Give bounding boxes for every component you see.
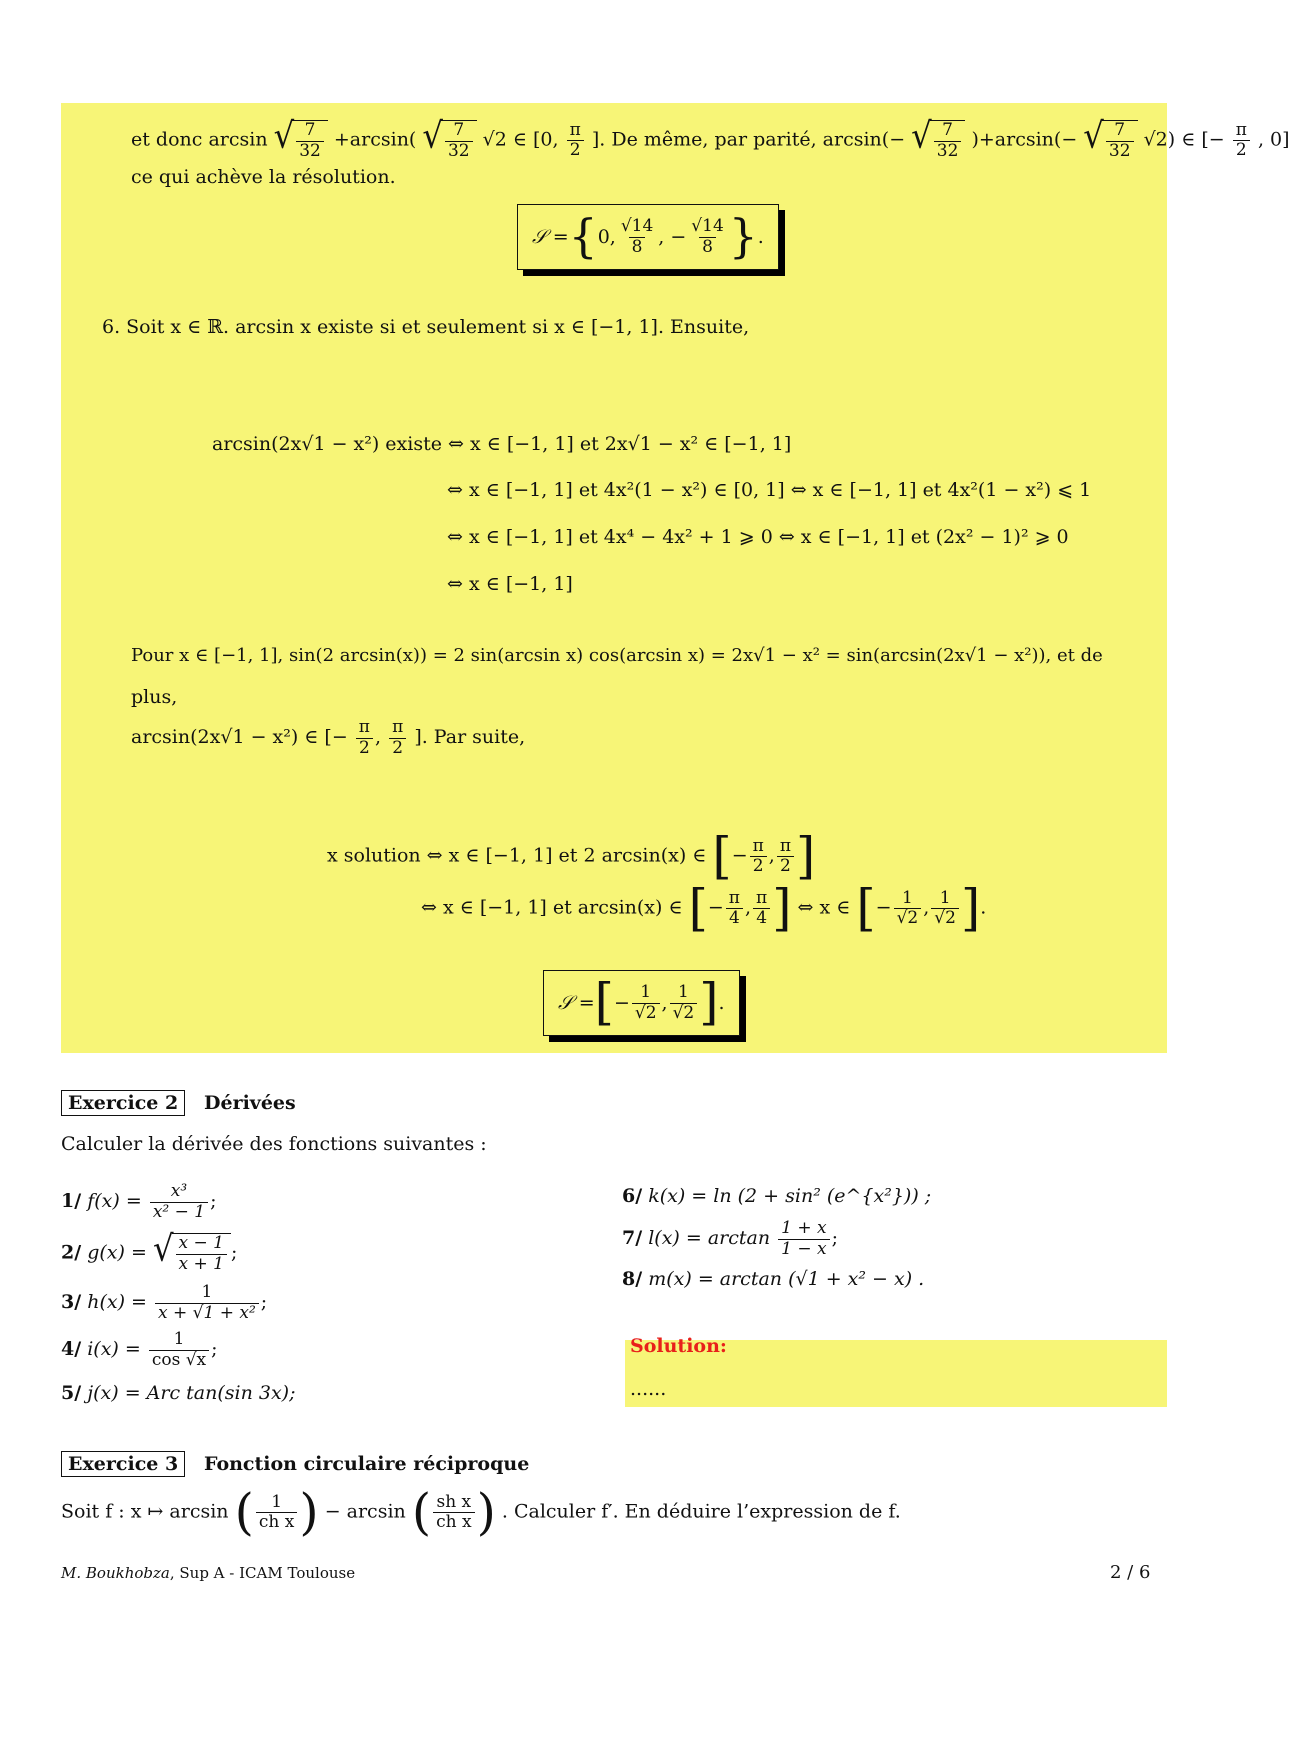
- line-resolution: ce qui achève la résolution.: [131, 166, 396, 188]
- solution-line-2: [421, 879, 987, 937]
- function-expression: k(x) = ln (2 + sin² (e^{x²})) ;: [648, 1185, 932, 1207]
- derivative-item-6: [622, 1185, 931, 1207]
- function-lhs: f(x) =: [87, 1190, 142, 1213]
- item-number: 4/: [61, 1338, 82, 1361]
- solution-placeholder: ......: [630, 1378, 667, 1400]
- text-fragment: ]. Par suite,: [414, 726, 526, 749]
- text-fragment: √2 ∈ [0,: [482, 128, 559, 151]
- text-fragment: ;: [210, 1190, 217, 1213]
- denominator: 32: [296, 141, 324, 162]
- denominator: √2: [632, 1003, 660, 1024]
- derivative-item-4: [61, 1330, 218, 1370]
- numerator: π: [569, 119, 581, 140]
- author-name: M. Boukhobza: [61, 1564, 170, 1582]
- left-paren: (: [411, 1483, 432, 1541]
- arcsin-range-line: [131, 718, 525, 758]
- solution-set-box-1: [517, 204, 779, 270]
- left-bracket: [: [856, 879, 876, 937]
- solution-set-box-2: [543, 970, 740, 1036]
- derivative-item-2: 2/ g(x) = √ $\frac{x - 1}{x + 1}$ ;: [61, 1227, 238, 1274]
- text-fragment: − arcsin: [324, 1500, 406, 1523]
- denominator: x² − 1: [150, 1202, 208, 1223]
- derivative-item-3: [61, 1283, 267, 1323]
- denominator: 8: [629, 237, 646, 258]
- derivative-item-8: [622, 1268, 924, 1290]
- numerator: π: [358, 717, 370, 737]
- denominator: 8: [699, 237, 716, 258]
- equation-line-4: ⇔ x ∈ [−1, 1]: [447, 573, 573, 595]
- function-lhs: g(x) =: [87, 1241, 147, 1264]
- numerator: 1: [939, 887, 951, 908]
- denominator: 2: [389, 738, 406, 759]
- denominator: 4: [753, 908, 770, 929]
- sqrt-expression: √ $\frac{7}{32}$: [274, 120, 328, 161]
- denominator: 2: [777, 856, 794, 877]
- sqrt-expression: √ $\frac{7}{32}$: [911, 120, 965, 161]
- text-fragment: −: [613, 992, 630, 1014]
- denominator: x + 1: [176, 1254, 227, 1275]
- item-number: 3/: [61, 1291, 82, 1314]
- pour-line: Pour x ∈ [−1, 1], sin(2 arcsin(x)) = 2 sin(arcsin x) cos(arcsin x) = 2x√1 − x² = sin(arcsin(2x√1 − x²)), et de: [131, 645, 1103, 666]
- text-fragment: arcsin(2x√1 − x²) ∈ [−: [131, 726, 348, 749]
- numerator: 7: [942, 120, 953, 140]
- item-number: 8/: [622, 1268, 643, 1290]
- item-number: 7/: [622, 1227, 643, 1250]
- text-fragment: ]. De même, par parité, arcsin(−: [591, 128, 906, 151]
- derivative-item-1: [61, 1182, 217, 1222]
- denominator: 1 − x: [778, 1239, 829, 1260]
- footer-affiliation: , Sup A - ICAM Toulouse: [169, 1564, 356, 1582]
- denominator: cos √x: [149, 1350, 209, 1371]
- line-arcsin-sum: [131, 114, 1290, 161]
- right-brace: }: [728, 210, 758, 264]
- text-fragment: ,: [923, 896, 930, 919]
- numerator: 1: [271, 1491, 283, 1512]
- numerator: 7: [1114, 120, 1126, 140]
- right-paren: ): [476, 1483, 496, 1541]
- equation-line-1: arcsin(2x√1 − x²) existe ⇔ x ∈ [−1, 1] et 2x√1 − x² ∈ [−1, 1]: [212, 433, 792, 455]
- right-bracket: ]: [960, 879, 981, 937]
- numerator: π: [1235, 119, 1247, 140]
- text-fragment: .: [718, 992, 725, 1014]
- left-bracket: [: [688, 879, 708, 937]
- function-expression: m(x) = arctan (√1 + x² − x) .: [648, 1268, 925, 1290]
- text-fragment: −: [875, 896, 892, 919]
- text-fragment: −: [707, 896, 724, 919]
- exercise-3-statement: [61, 1483, 901, 1541]
- text-fragment: .: [980, 896, 987, 919]
- text-fragment: )+arcsin(−: [971, 128, 1078, 151]
- text-fragment: ,: [768, 844, 775, 867]
- denominator: 2: [356, 738, 373, 759]
- denominator: 32: [445, 141, 473, 162]
- item-6-intro: 6. Soit x ∈ ℝ. arcsin x existe si et seulement si x ∈ [−1, 1]. Ensuite,: [102, 316, 750, 338]
- item-number: 2/: [61, 1241, 82, 1264]
- equation-line-3: ⇔ x ∈ [−1, 1] et 4x⁴ − 4x² + 1 ⩾ 0 ⇔ x ∈ [−1, 1] et (2x² − 1)² ⩾ 0: [447, 526, 1069, 548]
- text-fragment: ;: [231, 1241, 238, 1264]
- numerator: π: [728, 887, 740, 908]
- text-fragment: ⇔ x ∈ [−1, 1] et arcsin(x) ∈: [421, 896, 683, 919]
- left-bracket: [: [594, 973, 614, 1032]
- item-number: 5/: [61, 1382, 82, 1404]
- exercise-3-title: Fonction circulaire réciproque: [204, 1453, 530, 1475]
- item-number: 1/: [61, 1190, 82, 1213]
- right-bracket: ]: [699, 973, 719, 1032]
- numerator: π: [779, 835, 792, 856]
- numerator: sh x: [436, 1491, 472, 1512]
- text-fragment: ;: [211, 1338, 218, 1361]
- right-paren: ): [299, 1483, 319, 1541]
- denominator: √2: [931, 908, 959, 929]
- text-fragment: . Calculer f′. En déduire l’expression de f.: [501, 1500, 901, 1523]
- numerator: √14: [691, 215, 724, 236]
- text-fragment: ,: [744, 896, 752, 919]
- text-fragment: ;: [831, 1227, 839, 1250]
- text-fragment: ;: [260, 1291, 268, 1314]
- text-fragment: , −: [658, 226, 687, 248]
- function-lhs: l(x) = arctan: [648, 1227, 771, 1250]
- text-fragment: √2) ∈ [−: [1143, 128, 1225, 151]
- numerator: π: [392, 717, 404, 737]
- text-fragment: 0,: [597, 226, 616, 248]
- sqrt-expression: √ $\frac{7}{32}$: [1083, 120, 1137, 161]
- numerator: 1: [677, 981, 689, 1002]
- exercise-3-tag: Exercice 3: [61, 1451, 185, 1477]
- text-fragment: , 0]: [1257, 128, 1290, 151]
- set-symbol: 𝒮 =: [532, 226, 569, 248]
- numerator: 1: [901, 887, 913, 908]
- text-fragment: .: [757, 226, 764, 248]
- text-fragment: −: [731, 844, 748, 867]
- left-paren: (: [234, 1483, 254, 1541]
- exercise-2-title: Dérivées: [204, 1092, 296, 1114]
- text-fragment: ,: [661, 992, 668, 1014]
- numerator: x − 1: [178, 1233, 224, 1253]
- numerator: 1 + x: [781, 1218, 827, 1238]
- numerator: 7: [453, 120, 465, 140]
- numerator: π: [752, 835, 764, 856]
- solution-line-1: [327, 827, 816, 885]
- derivative-item-7: [622, 1219, 838, 1259]
- right-bracket: ]: [796, 827, 816, 885]
- denominator: ch x: [256, 1512, 297, 1533]
- right-bracket: ]: [772, 879, 792, 937]
- plus-line: plus,: [131, 686, 178, 708]
- text-fragment: Soit f : x ↦ arcsin: [61, 1500, 229, 1523]
- function-lhs: h(x) =: [87, 1291, 147, 1314]
- function-lhs: i(x) =: [87, 1338, 141, 1361]
- text-fragment: et donc arcsin: [131, 128, 268, 151]
- derivative-item-5: [61, 1382, 295, 1404]
- text-fragment: ,: [374, 726, 382, 749]
- function-lhs: j(x) = Arc tan(sin 3x);: [87, 1382, 296, 1404]
- page-number: 2 / 6: [1110, 1562, 1151, 1583]
- denominator: 2: [750, 856, 767, 877]
- denominator: 2: [1233, 140, 1250, 161]
- item-number: 6/: [622, 1185, 643, 1207]
- denominator: ch x: [433, 1512, 474, 1533]
- denominator: 32: [934, 141, 962, 162]
- denominator: 32: [1106, 141, 1134, 162]
- denominator: 2: [567, 140, 584, 161]
- denominator: x + √1 + x²: [155, 1303, 259, 1324]
- set-symbol: 𝒮 =: [558, 992, 595, 1014]
- left-brace: {: [568, 210, 598, 264]
- solution-label: Solution:: [630, 1335, 727, 1357]
- text-fragment: +arcsin(: [333, 128, 417, 151]
- numerator: 1: [173, 1329, 185, 1349]
- footer-author: [61, 1564, 355, 1582]
- numerator: x³: [170, 1181, 188, 1201]
- numerator: 1: [201, 1282, 213, 1302]
- text-fragment: ⇔ x ∈: [797, 896, 851, 919]
- sqrt-expression: √ $\frac{7}{32}$: [422, 120, 476, 161]
- numerator: √14: [620, 215, 654, 236]
- denominator: √2: [894, 908, 922, 929]
- numerator: 7: [304, 120, 316, 140]
- equation-line-2: ⇔ x ∈ [−1, 1] et 4x²(1 − x²) ∈ [0, 1] ⇔ x ∈ [−1, 1] et 4x²(1 − x²) ⩽ 1: [447, 479, 1092, 501]
- exercise-2-intro: Calculer la dérivée des fonctions suivantes :: [61, 1133, 487, 1155]
- left-bracket: [: [712, 827, 732, 885]
- exercise-2-tag: Exercice 2: [61, 1090, 185, 1116]
- text-fragment: x solution ⇔ x ∈ [−1, 1] et 2 arcsin(x) ∈: [327, 844, 707, 867]
- denominator: 4: [726, 908, 743, 929]
- numerator: π: [756, 887, 768, 908]
- numerator: 1: [640, 981, 652, 1002]
- denominator: √2: [670, 1003, 698, 1024]
